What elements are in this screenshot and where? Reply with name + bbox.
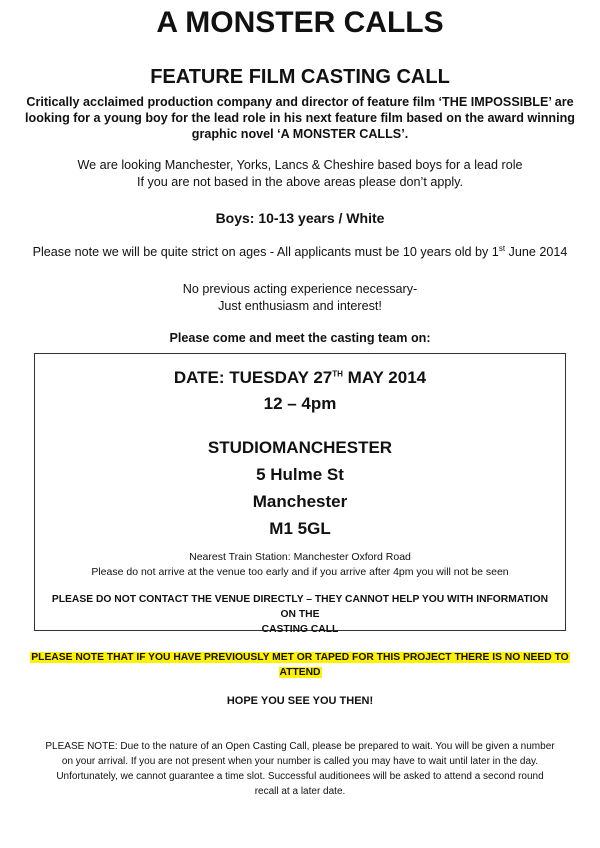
- address-line-3: Manchester: [252, 492, 348, 511]
- please-note-line-4: recall at a later date.: [254, 786, 346, 797]
- event-date-superscript: TH: [332, 369, 343, 379]
- highlight-line-2: [28, 665, 572, 680]
- intro-paragraph: [24, 94, 576, 142]
- intro-line-3: graphic novel ‘A MONSTER CALLS’.: [191, 127, 409, 141]
- experience-line-1: No previous acting experience necessary-: [182, 282, 418, 296]
- poster-title: A MONSTER CALLS: [156, 6, 444, 39]
- highlight-text-2: ATTEND: [279, 667, 321, 678]
- event-time: 12 – 4pm: [263, 394, 337, 413]
- contact-warning-line-2: CASTING CALL: [261, 624, 339, 635]
- please-note-paragraph: [18, 739, 582, 799]
- location-line-1: We are looking Manchester, Yorks, Lancs & Cheshire based boys for a lead role: [77, 158, 523, 172]
- location-paragraph: [20, 157, 580, 191]
- contact-warning-line-1: PLEASE DO NOT CONTACT THE VENUE DIRECTLY – THEY CANNOT HELP YOU WITH INFORMATION ON THE: [51, 594, 549, 620]
- casting-call-subtitle: FEATURE FILM CASTING CALL: [150, 66, 450, 88]
- please-note-line-3: Unfortunately, we cannot guarantee a time slot. Successful auditionees will be asked to attend a second round: [56, 771, 544, 782]
- experience-paragraph: [20, 281, 580, 315]
- boys-requirement: Boys: 10-13 years / White: [215, 210, 385, 226]
- event-date: [35, 368, 565, 388]
- highlighted-notice: [28, 650, 572, 680]
- address-line-2: 5 Hulme St: [256, 465, 344, 484]
- closing-message: HOPE YOU SEE YOU THEN!: [226, 695, 374, 707]
- event-details-box: [34, 353, 566, 635]
- event-date-suffix: MAY 2014: [342, 368, 427, 387]
- contact-venue-warning: [35, 592, 565, 637]
- intro-line-1: Critically acclaimed production company and director of feature film ‘THE IMPOSSIBLE’ are: [26, 95, 574, 109]
- highlight-line-1: [28, 650, 572, 665]
- meet-team-text: Please come and meet the casting team on:: [169, 331, 431, 345]
- arrival-note: Please do not arrive at the venue too early and if you arrive after 4pm you will not be seen: [91, 566, 509, 578]
- age-note-suffix: June 2014: [505, 245, 568, 259]
- age-note: [20, 244, 580, 261]
- age-note-superscript: st: [498, 243, 506, 253]
- please-note-line-1: PLEASE NOTE: Due to the nature of an Open Casting Call, please be prepared to wait. You will be given a number: [45, 741, 555, 752]
- location-line-2: If you are not based in the above areas please don’t apply.: [136, 175, 464, 189]
- address-line-4: M1 5GL: [269, 519, 331, 538]
- please-note-line-2: on your arrival. If you are not present when your number is called you may have to wait until later in the day.: [61, 756, 539, 767]
- age-note-text: Please note we will be quite strict on ages - All applicants must be 10 years old by 1: [32, 245, 499, 259]
- address-line-1: STUDIOMANCHESTER: [207, 438, 393, 457]
- highlight-text-1: PLEASE NOTE THAT IF YOU HAVE PREVIOUSLY MET OR TAPED FOR THIS PROJECT THERE IS NO NEED TO: [31, 652, 569, 663]
- experience-line-2: Just enthusiasm and interest!: [218, 299, 382, 313]
- venue-address: [35, 434, 565, 542]
- event-date-prefix: DATE: TUESDAY 27: [173, 368, 333, 387]
- intro-line-2: looking for a young boy for the lead role in his next feature film based on the award winning: [25, 111, 575, 125]
- train-station-text: Nearest Train Station: Manchester Oxford Road: [189, 551, 411, 563]
